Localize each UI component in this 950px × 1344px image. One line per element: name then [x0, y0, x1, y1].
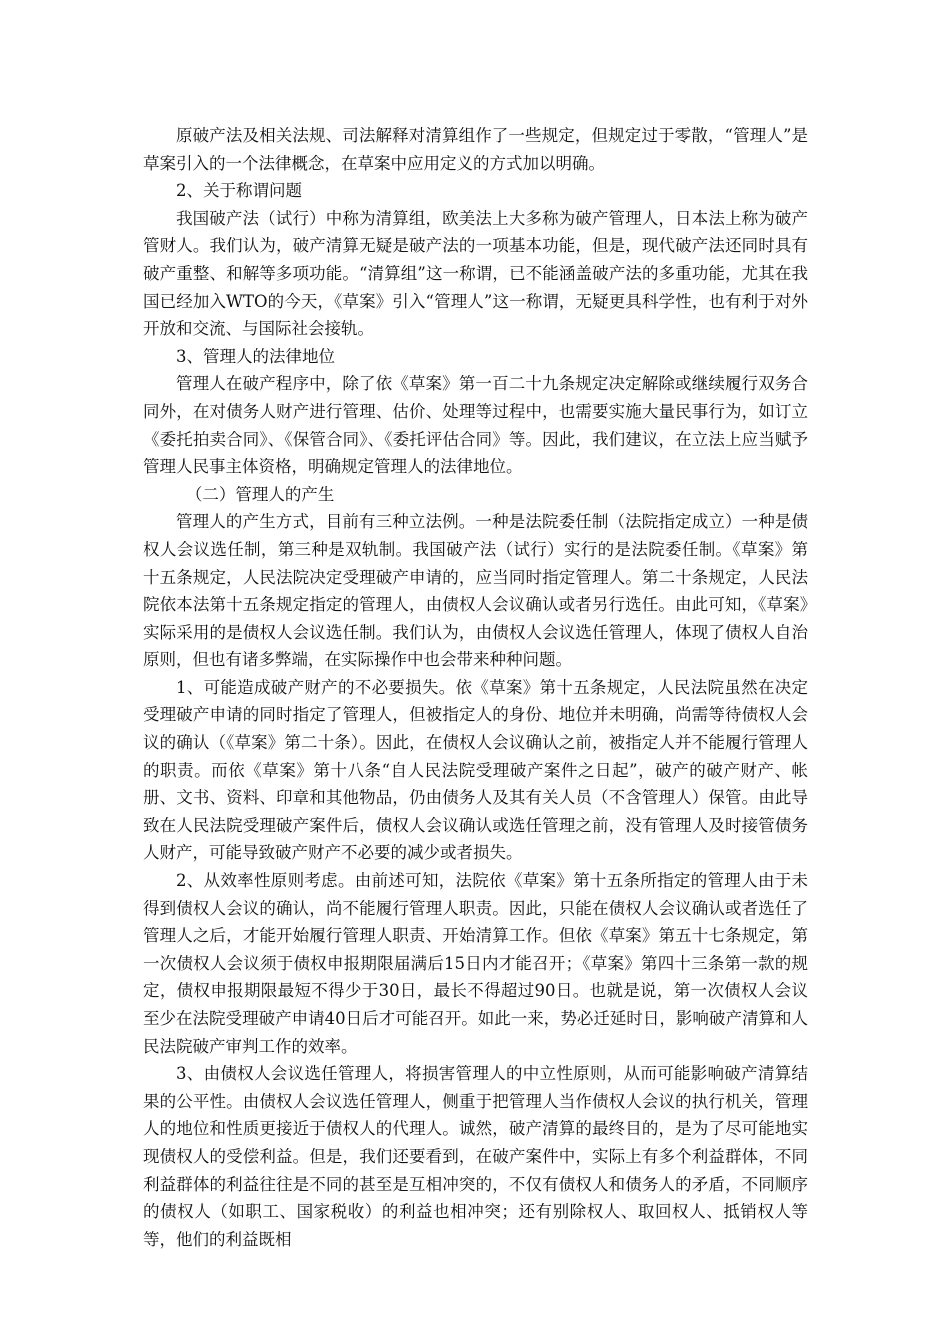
document-page	[143, 122, 808, 1253]
heading-legal-status: 3、管理人的法律地位	[176, 346, 335, 366]
paragraph-point-2-efficiency: 2、从效率性原则考虑。由前述可知，法院依《草案》第十五条所指定的管理人由于未得到债权人会议的确认，尚不能履行管理人职责。因此，只能在债权人会议确认或者选任了管理人之后，才能开始履行管理人职责、开始清算工作。但依《草案》第五十七条规定，第一次债权人会议须于债权申报期限届满后15日内才能召开；《草案》第四十三条第一款的规定，债权申报期限最短不得少于30日，最长不得超过90日。也就是说，第一次债权人会议至少在法院受理破产申请40日后才可能召开。如此一来，势必迁延时日，影响破产清算和人民法院破产审判工作的效率。	[143, 871, 808, 1056]
heading-title-issue: 2、关于称谓问题	[176, 181, 302, 201]
paragraph-generation-methods: 管理人的产生方式，目前有三种立法例。一种是法院委任制（法院指定成立）一种是债权人会议选任制，第三种是双轨制。我国破产法（试行）实行的是法院委任制。《草案》第十五条规定，人民法院决定受理破产申请的，应当同时指定管理人。第二十条规定，人民法院依本法第十五条规定指定的管理人，由债权人会议确认或者另行选任。由此可知，《草案》实际采用的是债权人会议选任制。我们认为，由债权人会议选任管理人，体现了债权人自治原则，但也有诸多弊端，在实际操作中也会带来种种问题。	[143, 512, 808, 670]
paragraph-administrator-definition: 原破产法及相关法规、司法解释对清算组作了一些规定，但规定过于零散，“管理人”是草案引入的一个法律概念，在草案中应用定义的方式加以明确。	[143, 126, 808, 173]
heading-administrator-generation: （二）管理人的产生	[185, 484, 335, 504]
paragraph-point-3-neutrality: 3、由债权人会议选任管理人，将损害管理人的中立性原则，从而可能影响破产清算结果的公平性。由债权人会议选任管理人，侧重于把管理人当作债权人会议的执行机关，管理人的地位和性质更接近于债权人的代理人。诚然，破产清算的最终目的，是为了尽可能地实现债权人的受偿利益。但是，我们还要看到，在破产案件中，实际上有多个利益群体，不同利益群体的利益往往是不同的甚至是互相冲突的，不仅有债权人和债务人的矛盾，不同顺序的债权人（如职工、国家税收）的利益也相冲突；还有别除权人、取回权人、抵销权人等等，他们的利益既相	[143, 1064, 808, 1249]
paragraph-legal-status: 管理人在破产程序中，除了依《草案》第一百二十九条规定决定解除或继续履行双务合同外，在对债务人财产进行管理、估价、处理等过程中，也需要实施大量民事行为，如订立《委托拍卖合同》、《保管合同》、《委托评估合同》等。因此，我们建议，在立法上应当赋予管理人民事主体资格，明确规定管理人的法律地位。	[143, 374, 808, 477]
paragraph-point-1-loss: 1、可能造成破产财产的不必要损失。依《草案》第十五条规定，人民法院虽然在决定受理破产申请的同时指定了管理人，但被指定人的身份、地位并未明确，尚需等待债权人会议的确认（《草案》第二十条）。因此，在债权人会议确认之前，被指定人并不能履行管理人的职责。而依《草案》第十八条“自人民法院受理破产案件之日起”，破产的破产财产、帐册、文书、资料、印章和其他物品，仍由债务人及其有关人员（不含管理人）保管。由此导致在人民法院受理破产案件后，债权人会议确认或选任管理之前，没有管理人及时接管债务人财产，可能导致破产财产不必要的减少或者损失。	[143, 677, 808, 863]
paragraph-title-issue: 我国破产法（试行）中称为清算组，欧美法上大多称为破产管理人，日本法上称为破产管财人。我们认为，破产清算无疑是破产法的一项基本功能，但是，现代破产法还同时具有破产重整、和解等多项功能。“清算组”这一称谓，已不能涵盖破产法的多重功能，尤其在我国已经加入WTO的今天，《草案》引入“管理人”这一称谓，无疑更具科学性，也有利于对外开放和交流、与国际社会接轨。	[143, 208, 808, 339]
